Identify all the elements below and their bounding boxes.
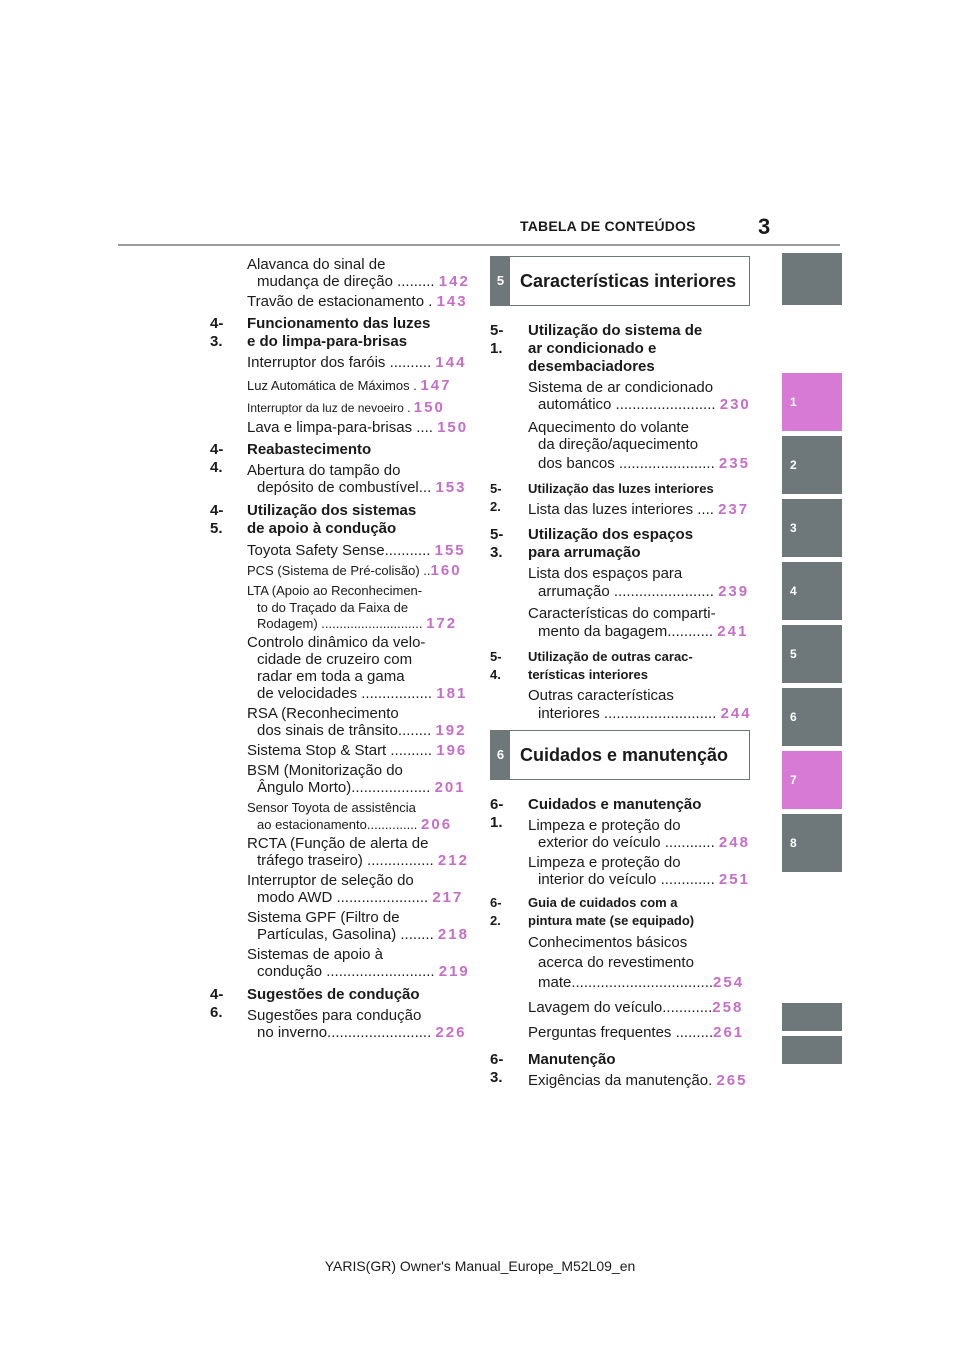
toc-line: Limpeza e proteção do (528, 854, 681, 871)
page-number: 3 (758, 214, 771, 239)
page-ref: 153 (435, 479, 467, 496)
toc-line: Alavanca do sinal de (247, 256, 386, 273)
toc-line: da direção/aquecimento (538, 436, 699, 453)
toc-line: Sugestões para condução (247, 1007, 422, 1024)
page-ref: 239 (718, 583, 750, 600)
page-ref: 241 (717, 623, 749, 640)
toc-line: Sistema de ar condicionado (528, 379, 714, 396)
page-ref: 150 (413, 399, 445, 416)
page-ref: 251 (718, 871, 750, 888)
page-ref: 219 (438, 963, 470, 980)
toc-line: Abertura do tampão do (247, 462, 401, 479)
side-tab-4[interactable]: 4 (782, 562, 842, 620)
toc-line: to do Traçado da Faixa de (257, 600, 409, 615)
page-ref: 144 (435, 354, 467, 371)
toc-entry-link[interactable]: Rodagem) ............................ 172 (257, 615, 458, 632)
footer-manual-id: YARIS(GR) Owner's Manual_Europe_M52L09_en (324, 1258, 636, 1274)
toc-entry-link[interactable]: exterior do veículo ............ 248 (538, 834, 750, 851)
page-ref: 160 (430, 562, 462, 579)
side-tab-blank-b[interactable] (782, 1036, 842, 1064)
toc-entry-link[interactable]: Lista das luzes interiores .... 237 (528, 501, 750, 518)
toc-entry-link[interactable]: mudança de direção ......... 142 (257, 273, 470, 290)
toc-entry-link[interactable]: depósito de combustível... 153 (257, 479, 467, 496)
toc-line: Limpeza e proteção do (528, 817, 681, 834)
page-ref: 172 (426, 615, 458, 632)
toc-entry-link[interactable]: interior do veículo ............. 251 (538, 871, 750, 888)
toc-entry-link[interactable]: Lavagem do veículo............258 (528, 999, 744, 1016)
toc-line: LTA (Apoio ao Reconhecimen- (247, 583, 423, 598)
page-ref: 192 (435, 722, 467, 739)
chapter-title: Cuidados e manutenção (520, 745, 729, 765)
side-tab-1[interactable]: 1 (782, 373, 842, 431)
toc-entry-link[interactable]: tráfego traseiro) ................ 212 (257, 852, 469, 869)
page-ref: 235 (718, 455, 750, 472)
page-ref: 237 (718, 501, 750, 518)
toc-entry-link[interactable]: Ângulo Morto)................... 201 (257, 779, 466, 796)
page-ref: 181 (436, 685, 468, 702)
toc-line: Características do comparti- (528, 605, 716, 622)
page-ref: 258 (712, 999, 744, 1016)
side-tab-8[interactable]: 8 (782, 814, 842, 872)
page-ref: 201 (434, 779, 466, 796)
toc-entry-link[interactable]: dos bancos ....................... 235 (538, 455, 750, 472)
toc-entry-link[interactable]: Interruptor da luz de nevoeiro . 150 (247, 399, 445, 416)
side-tab-5[interactable]: 5 (782, 625, 842, 683)
toc-line: RCTA (Função de alerta de (247, 835, 429, 852)
side-tab-3[interactable]: 3 (782, 499, 842, 557)
toc-entry-link[interactable]: automático ........................ 230 (538, 396, 751, 413)
chapter-6-banner[interactable] (490, 730, 750, 780)
page-ref: 254 (713, 974, 745, 991)
toc-entry-link[interactable]: interiores ........................... 244 (538, 705, 752, 722)
side-tab-blank-top[interactable] (782, 253, 842, 305)
header-rule (118, 244, 840, 246)
toc-entry-link[interactable]: Perguntas frequentes .........261 (528, 1024, 745, 1041)
side-tab-blank-a[interactable] (782, 1003, 842, 1031)
toc-line: radar em toda a gama (257, 668, 405, 685)
toc-entry-link[interactable]: condução .......................... 219 (257, 963, 470, 980)
toc-entry-link[interactable]: Travão de estacionamento . 143 (247, 293, 468, 310)
toc-line: acerca do revestimento (538, 954, 694, 971)
page-ref: 230 (719, 396, 751, 413)
page-ref: 248 (718, 834, 750, 851)
side-tab-2[interactable]: 2 (782, 436, 842, 494)
toc-entry-link[interactable]: Exigências da manutenção. 265 (528, 1072, 748, 1089)
page-ref: 212 (437, 852, 469, 869)
page-ref: 218 (437, 926, 469, 943)
toc-entry-link[interactable]: Lava e limpa-para-brisas .... 150 (247, 419, 469, 436)
toc-entry-link[interactable]: mento da bagagem........... 241 (538, 623, 749, 640)
toc-entry-link[interactable]: Partículas, Gasolina) ........ 218 (257, 926, 469, 943)
toc-line: Interruptor de seleção do (247, 872, 414, 889)
toc-line: Aquecimento do volante (528, 419, 689, 436)
page-ref: 143 (436, 293, 468, 310)
toc-entry-link[interactable]: PCS (Sistema de Pré-colisão) ..160 (247, 562, 462, 579)
page-ref: 206 (421, 816, 453, 833)
toc-line: Conhecimentos básicos (528, 934, 688, 951)
toc-line: BSM (Monitorização do (247, 762, 403, 779)
toc-entry-link[interactable]: Toyota Safety Sense........... 155 (247, 542, 466, 559)
toc-entry-link[interactable]: dos sinais de trânsito........ 192 (257, 722, 467, 739)
page-ref: 142 (438, 273, 470, 290)
chapter-number: 5 (491, 257, 510, 305)
page-ref: 217 (432, 889, 464, 906)
toc-line: Outras características (528, 687, 674, 704)
page-ref: 150 (437, 419, 469, 436)
toc-line: Sistema GPF (Filtro de (247, 909, 400, 926)
toc-line: Controlo dinâmico da velo- (247, 634, 426, 651)
toc-line: Lista dos espaços para (528, 565, 683, 582)
toc-entry-link[interactable]: Luz Automática de Máximos . 147 (247, 377, 452, 394)
toc-line: Sistemas de apoio à (247, 946, 383, 963)
toc-entry-link[interactable]: arrumação ........................ 239 (538, 583, 750, 600)
page-ref: 265 (716, 1072, 748, 1089)
page-ref: 147 (420, 377, 452, 394)
page-ref: 226 (435, 1024, 467, 1041)
page-ref: 261 (713, 1024, 745, 1041)
side-tab-7[interactable]: 7 (782, 751, 842, 809)
toc-entry-link[interactable]: no inverno......................... 226 (257, 1024, 467, 1041)
toc-entry-link[interactable]: de velocidades ................. 181 (257, 685, 468, 702)
chapter-5-banner[interactable] (490, 256, 750, 306)
side-tab-6[interactable]: 6 (782, 688, 842, 746)
toc-entry-link[interactable]: modo AWD ...................... 217 (257, 889, 464, 906)
toc-line: cidade de cruzeiro com (257, 651, 413, 668)
page-ref: 196 (436, 742, 468, 759)
page-ref: 155 (434, 542, 466, 559)
toc-entry-link[interactable]: Sistema Stop & Start .......... 196 (247, 742, 468, 759)
toc-entry-link[interactable]: mate..................................254 (538, 974, 745, 991)
toc-entry-link[interactable]: Interruptor dos faróis .......... 144 (247, 354, 467, 371)
toc-line: RSA (Reconhecimento (247, 705, 399, 722)
chapter-title: Características interiores (520, 271, 737, 291)
chapter-number: 6 (491, 731, 510, 779)
page-ref: 244 (720, 705, 752, 722)
toc-entry-link[interactable]: ao estacionamento.............. 206 (257, 816, 453, 833)
page-header-title: TABELA DE CONTEÚDOS (520, 218, 696, 234)
toc-line: Sensor Toyota de assistência (247, 800, 416, 815)
